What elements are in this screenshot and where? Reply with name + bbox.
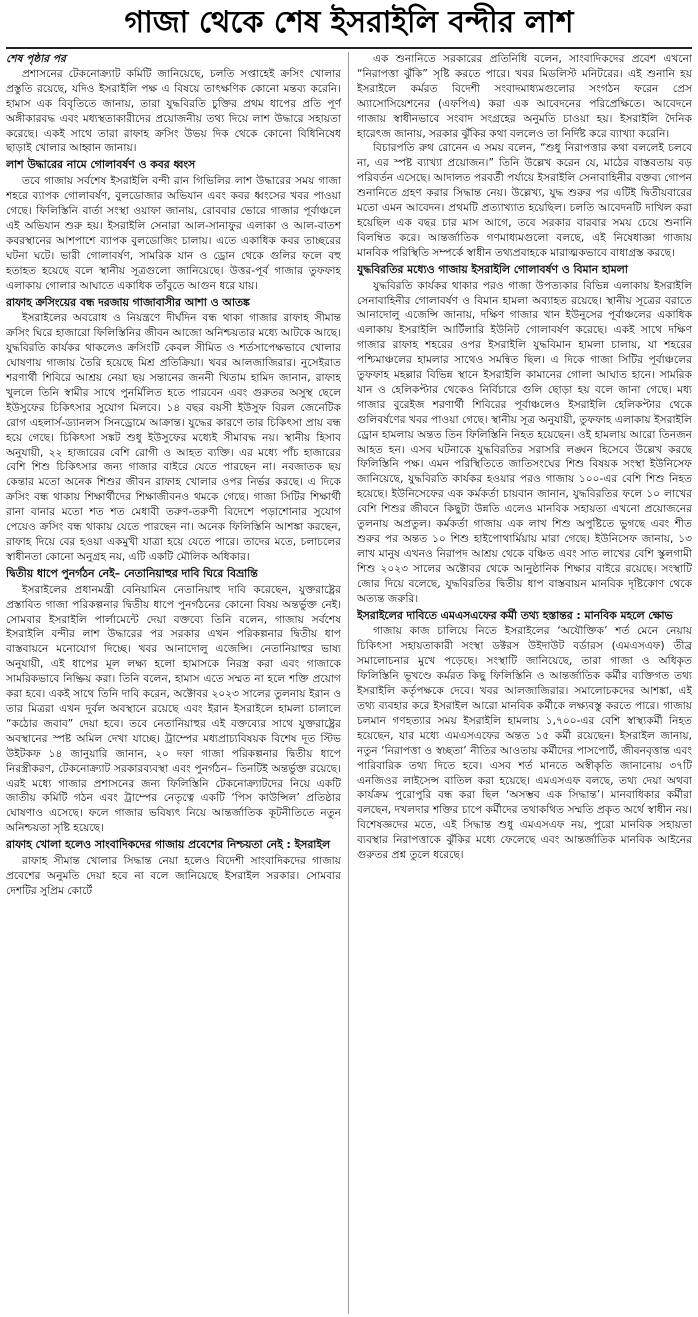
subheading-netanyahu: দ্বিতীয় ধাপে পুনর্গঠন নেই– নেতানিয়াহুর দাবি ঘিরে বিভ্রান্তি: [6, 566, 258, 580]
paragraph-judge: বিচারপতি রুথ রোনেন এ সময় বলেন, “শুধু নিরাপত্তার কথা বললেই চলবে না, এর স্পষ্ট ব্যাখ্যা প্রয়োজন।” তিনি উল্লেখ করেন যে, মাঠের বাস্তবতায় বড় পরিবর্তন এসেছে। আদালত পরবর্তী পর্যায়ে ইসরাইলি সেনাবাহিনীর বক্তব্য গোপন শুনানিতে গ্রহণ করার সিদ্ধান্ত নেয়। উল্লেখ্য, যুদ্ধ শুরুর পর এটিই দ্বিতীয়বারের মতো এমন আবেদন। প্রথমটি প্রত্যাখ্যাত হয়েছিল। চলতি আবেদনটি দাখিল করা হয়েছিল এক বছর চার মাস আগে, তবে সরকার বারবার সময় চেয়ে শুনানি বিলম্বিত করে। আন্তর্জাতিক গণমাধ্যমগুলো বলছে, এই নিষেধাজ্ঞা গাজায় মানবিক পরিস্থিতি সম্পর্কে স্বাধীন তথ্যপ্রবাহকে মারাত্মকভাবে বাধাগ্রস্ত করছে।: [357, 142, 692, 259]
paragraph-graves: তবে গাজায় সর্বশেষ ইসরাইলি বন্দী রান গিভিলির লাশ উদ্ধারের সময় গাজা শহরে ব্যাপক গোলাবর্ষণ, বুলডোজার অভিযান এবং কবর ধ্বংসের খবর পাওয়া গেছে। ফিলিস্তিনি বার্তা সংস্থা ওয়াফা জানায়, রোববার ভোরে গাজার পূর্বাঞ্চলে এই অভিযান শুরু হয়। ইসরাইলি সেনারা আল-সানাফুর এলাকা ও আল-বাতশ কবরস্থানের আশপাশে ব্যাপক বুলডোজিং চালায়। এতে একাধিক কবর তাচ্ছরের ঘটনা ঘটে। ভারী গোলাবর্ষণ, সামরিক যান ও ড্রোন থেকে গুলির ফলে বহু হতাহত হয়েছে বলে স্থানীয় সূত্রগুলো জানিয়েছে। উত্তর-পূর্ব গাজার তুফফাহ এলাকায় গোলার আঘাতে একাধিক তাঁবুতে আগুন ধরে যায়।: [6, 175, 341, 292]
subheading-msf: ইসরাইলের দাবিতে এমএসএফের কর্মী তথ্য হস্তান্তর : মানবিক মহলে ক্ষোভ: [357, 608, 673, 622]
paragraph-msf: গাজায় কাজ চালিয়ে নিতে ইসরাইলের ‘অযৌক্তিক’ শর্ত মেনে নেয়ায় চিকিৎসা সহায়তাকারী সংস্থা ডক্টরস উইদাউট বর্ডারস (এমএসএফ) তীব্র সমালোচনার মুখে পড়েছে। সংস্থাটি জানিয়েছে, তারা গাজা ও অধিকৃত ফিলিস্তিনি ভূখণ্ডে কর্মরত কিছু ফিলিস্তিনি ও আন্তর্জাতিক কর্মীর ব্যক্তিগত তথ্য ইসরাইলি কর্তৃপক্ষকে দেবে। খবর আলজাজিরার। সমালোচকদের আশঙ্কা, এই তথ্য ব্যবহার করে ইসরাইল আরো মানবিক কর্মীকে লক্ষ্যবস্তু করতে পারে। গাজায় চলমান গণহত্যার সময় ইসরাইলি হামলায় ১,৭০০-এর বেশি স্বাস্থ্যকর্মী নিহত হয়েছেন, যার মধ্যে এমএসএফের অন্তত ১৫ কর্মী রয়েছেন। ইসরাইল জানায়, নতুন ‘নিরাপত্তা ও স্বচ্ছতা’ নীতির আওতায় কর্মীদের পাসপোর্ট, জীবনবৃত্তান্ত এবং পারিবারিক তথ্য দিতে হবে। এসব শর্ত মানতে অস্বীকৃতি জানানোয় ৩৭টি এনজিওর লাইসেন্স বাতিল করা হয়েছে। এমএসএফ বলছে, তথ্য দেয়া অথবা কার্যক্রম পুরোপুরি বন্ধ করা ছিল ‘অসম্ভব এক সিদ্ধান্ত’। মানবাধিকার কর্মীরা বলছেন, দখলদার শক্তির চাপে কর্মীদের তথাকথিত সম্মতি প্রকৃত অর্থে স্বাধীন নয়। বিশেষজ্ঞদের মতে, এই সিদ্ধান্ত শুধু এমএসএফ নয়, পুরো মানবিক সহায়তা ব্যবস্থার নিরাপত্তাকে ঝুঁকির মধ্যে ফেলেছে এবং আন্তর্জাতিক মানবিক আইনের গুরুতর প্রশ্ন তুলে ধরেছে।: [357, 625, 692, 862]
subheading-ceasefire-attacks: যুদ্ধবিরতির মধ্যেও গাজায় ইসরাইলি গোলাবর্ষণ ও বিমান হামলা: [357, 262, 628, 276]
subheading-journalists: রাফাহ খোলা হলেও সাংবাদিকদের গাজায় প্রবেশের নিশ্চয়তা নেই : ইসরাইল: [6, 838, 331, 852]
left-column: [6, 52, 341, 1314]
subheading-rafah-crossing: রাফাহ ক্রসিংয়ের বন্ধ দরজায় গাজাবাসীর আশা ও আতঙ্ক: [6, 295, 250, 309]
paragraph-ceasefire-attacks: যুদ্ধবিরতি কার্যকর থাকার পরও গাজা উপত্যকার বিভিন্ন এলাকায় ইসরাইলি সেনাবাহিনীর গোলাবর্ষণ ও বিমান হামলা অব্যাহত রয়েছে। স্থানীয় সূত্রের বরাতে আনাদোলু এজেন্সি জানায়, দক্ষিণ গাজার খান ইউনুসের পূর্বাঞ্চলের একাধিক এলাকায় ইসরাইলি আর্টিলারি ইউনিট গোলাবর্ষণ করেছে। একই সাথে দক্ষিণ গাজার রাফাহ শহরের ওপর ইসরাইলি যুদ্ধবিমান হামলা চালায়, যা শহরের পশ্চিমাঞ্চলের হামলার সাথেও সমন্বিত ছিল। এ দিকে গাজা সিটির পূর্বাঞ্চলের তুফফাহ মহল্লার বিভিন্ন স্থানে ইসরাইলি কামানের গোলা আঘাত হানে। সামরিক যান ও হেলিকপ্টার থেকেও নির্বিচারে গুলি ছোড়া হয় বলে জানা গেছে। মধ্য গাজার বুরেইজ শরণার্থী শিবিরের পূর্বাঞ্চলেও ইসরাইলি হেলিকপ্টার থেকে গুলিবর্ষণের খবর পাওয়া গেছে। স্থানীয় সূত্র অনুযায়ী, তুফফাহ এলাকায় ইসরাইলি ড্রোন হামলায় অন্তত তিন ফিলিস্তিনি নিহত হয়েছেন। ওই হামলায় আরো তিনজন আহত হন। এসব ঘটনাকে যুদ্ধবিরতির সরাসরি লঙ্ঘন হিসেবে উল্লেখ করছে ফিলিস্তিনি পক্ষ। এমন পরিস্থিতিতে জাতিসংঘের শিশু বিষয়ক সংস্থা ইউনিসেফ জানিয়েছে, যুদ্ধবিরতি কার্যকর হওয়ার পরও গাজায় ১০০-এর বেশি শিশু নিহত হয়েছে। ইউনিসেফের এক কর্মকর্তা চায়বান জানান, যুদ্ধবিরতির ফলে ১০ লাখের বেশি শিশুর জীবনে কিছুটা উন্নতি এলেও মানবিক সহায়তা এখনো প্রয়োজনের তুলনায় অপ্রতুল। কর্মকর্তা গাজায় এক লাখ শিশু অপুষ্টিতে ভুগছে এবং শীত শুরুর পর অন্তত ১০ শিশু হাইপোথার্মিয়ায় মারা গেছে। ইউনিসেফ জানায়, ১৩ লাখ মানুষ এখনও নিরাপদ আশ্রয় থেকে বঞ্চিত এবং সাত লাখের বেশি স্কুলগামী শিশু ২০২৩ সালের অক্টোবর থেকে আনুষ্ঠানিক শিক্ষার বাইরে রয়েছে। সংস্থাটি জোর দিয়ে বলেছে, যুদ্ধবিরতির দ্বিতীয় ধাপ বাস্তবায়ন মানবিক দৃষ্টিকোণ থেকে অত্যন্ত জরুরি।: [357, 279, 692, 605]
column-divider: [348, 52, 349, 1314]
paragraph-hearing: এক শুনানিতে সরকারের প্রতিনিধি বলেন, সাংবাদিকদের প্রবেশ এখনো “নিরাপত্তা ঝুঁকি” সৃষ্টি করতে পারে। খবর মিডলিস্ট মনিটরের। এই শুনানি হয় ইসরাইলে কর্মরত বিদেশী সংবাদমাধ্যমগুলোর সংগঠন ফরেন প্রেস অ্যাসোসিয়েশনের (এফপিএ) করা এক আবেদনের পরিপ্রেক্ষিতে। আবেদনে গাজায় স্বাধীনভাবে সংবাদ সংগ্রহের অনুমতি চাওয়া হয়। ইসরাইলি দৈনিক হারেৎজ জানায়, সরকার ঝুঁকির কথা বললেও তা নির্দিষ্ট করে ব্যাখ্যা করেনি।: [357, 53, 692, 140]
subheading-graves: লাশ উদ্ধারের নামে গোলাবর্ষণ ও কবর ধ্বংস: [6, 158, 196, 172]
intro-paragraph: প্রশাসনের টেকনোক্র্যাট কমিটি জানিয়েছে, চলতি সপ্তাহেই ক্রসিং খোলার প্রস্তুতি রয়েছে, যদিও ইসরাইলি পক্ষ এ বিষয়ে তাৎক্ষণিক কোনো মন্তব্য করেনি। হামাস এক বিবৃতিতে জানায়, তারা যুদ্ধবিরতি চুক্তির প্রথম ধাপের প্রতি পূর্ণ অঙ্গীকারবদ্ধ এবং মধ্যস্থতাকারীদের প্রয়োজনীয় তথ্য দিয়ে লাশ উদ্ধারে সহায়তা করেছে। একই সাথে তারা রাফাহ ক্রসিং উভয় দিক থেকে কোনো বিধিনিষেধ ছাড়াই খোলার আহ্বান জানায়।: [6, 67, 341, 155]
headline-rule: [6, 47, 692, 49]
paragraph-rafah-crossing: ইসরাইলের অবরোধ ও নিয়ন্ত্রণে দীর্ঘদিন বন্ধ থাকা গাজার রাফাহ সীমান্ত ক্রসিং ঘিরে হাজারো ফিলিস্তিনির জীবন আজো অনিশ্চয়তার মধ্যে আটকে আছে। যুদ্ধবিরতি কার্যকর থাকলেও ক্রসিংটি কেবল সীমিত ও শর্তসাপেক্ষভাবে খোলার ঘোষণায় গাজায় তৈরি হয়েছে মিশ্র প্রতিক্রিয়া। খবর আলজাজিরার। নুসেইরাত শরণার্থী শিবিরে আশ্রয় নেয়া ছয় সন্তানের জননী খিতাম হামিদ জানান, রাফাহ খুললে তিনি স্বামীর সাথে পুনর্মিলিত হতে পারবেন এবং গুরুতর অসুস্থ ছেলে ইউসুফের চিকিৎসার সুযোগ মিলবে। ১৪ বছর বয়সী ইউসুফ বিরল জেনেটিক রোগ এহলার্স-ড্যানলস সিনড্রোমে আক্রান্ত। যুদ্ধের কারণে তার চিকিৎসা প্রায় বন্ধ হয়ে গেছে। চিকিৎসা সঙ্কট শুধু ইউসুফের মধ্যেই সীমাবদ্ধ নয়। স্থানীয় হিসাব অনুযায়ী, ২২ হাজারের বেশি রোগী ও আহত ব্যক্তি। এর মধ্যে পাঁচ হাজারের বেশি শিশু চিকিৎসার জন্য গাজার বাইরে যেতে পারছেন না। নবজাতক ছয় কেন্তার মতো অনেক শিশুর জীবন রাফাহ খোলার ওপর নির্ভর করছে। এ দিকে ক্রসিং বন্ধ থাকায় শিক্ষার্থীদের শিক্ষাজীবনও থমকে গেছে। গাজা সিটির শিক্ষার্থী রানা বানার মতো শত শত মেধাবী তরুণ-তরুণী বিদেশে পড়াশোনার সুযোগ পেয়েও ক্রসিং বন্ধ থাকায় যেতে পারছেন না। অনেক ফিলিস্তিনি আশঙ্কা করছেন, রাফাহ দিয়ে বের হওয়া একমুখী যাত্রা হয়ে যেতে পারে। তাদের মতে, চলাচলের স্বাধীনতা কোনো অনুগ্রহ নয়, এটি একটি মৌলিক অধিকার।: [6, 312, 341, 563]
headline: গাজা থেকে শেষ ইসরাইলি বন্দীর লাশ: [124, 5, 574, 40]
paragraph-journalists: রাফাহ সীমান্ত খোলার সিদ্ধান্ত নেয়া হলেও বিদেশী সাংবাদিকদের গাজায় প্রবেশের অনুমতি দেয়া হবে না বলে জানিয়েছে ইসরাইল সরকার। সোমবার দেশটির সুপ্রিম কোর্টে: [6, 855, 341, 897]
continued-label: শেষ পৃষ্ঠার পর: [6, 53, 66, 65]
right-column: [357, 52, 692, 1314]
paragraph-netanyahu: ইসরাইলের প্রধানমন্ত্রী বেনিয়ামিন নেতানিয়াহু দাবি করেছেন, যুক্তরাষ্ট্রের প্রস্তাবিত গাজা পরিকল্পনার দ্বিতীয় ধাপে পুনর্গঠনের কোনো বিষয় অন্তর্ভুক্ত নেই। সোমবার ইসরাইলি পার্লামেন্টে দেয়া বক্তব্যে তিনি বলেন, গাজায় সর্বশেষ ইসরাইলি বন্দীর লাশ উদ্ধারের পর সরকার এখন পরিকল্পনার দ্বিতীয় ধাপ বাস্তবায়নে মনোযোগ দিচ্ছে। খবর আনাদোলু এজেন্সি। নেতানিয়াহুর ভাষ্য অনুযায়ী, এই ধাপের মূল লক্ষ্য হলো হামাসকে নিরস্ত্র করা এবং গাজাকে সামরিকভাবে নিষ্ক্রিয় করা। তিনি বলেন, হামাস এতে সম্মত না হলে শক্তি প্রয়োগ করা হবে। একই সাথে তিনি দাবি করেন, অক্টোবর ২০২৩ সালের তুলনায় ইরান ও তার মিত্ররা এখন দুর্বল অবস্থানে রয়েছে এবং ইরান ইসরাইলে হামলা চালালে “কঠোর জবাব” দেয়া হবে। তবে নেতানিয়াহুর এই বক্তব্যের সাথে যুক্তরাষ্ট্রের অবস্থানের স্পষ্ট অমিল দেখা যাচ্ছে। ট্রাম্পের মধ্যপ্রাচ্যবিষয়ক বিশেষ দূত স্টিভ উইটকফ ১৪ জানুয়ারি জানান, ২০ দফা গাজা পরিকল্পনার দ্বিতীয় ধাপে নিরস্ত্রীকরণ, টেকনোক্র্যাট সরকারব্যবস্থা এবং পুনর্গঠন– তিনটিই অন্তর্ভুক্ত রয়েছে। এরই মধ্যে গাজার প্রশাসনের জন্য ফিলিস্তিনি টেকনোক্র্যাটদের নিয়ে একটি জাতীয় কমিটি গঠন এবং ট্রাম্পের নেতৃত্বে একটি ‘পিস কাউন্সিল’ প্রতিষ্ঠার ঘোষণাও এসেছে। ফলে গাজার ভবিষ্যৎ নিয়ে আন্তর্জাতিক কূটনীতিতে নতুন অনিশ্চয়তা সৃষ্টি হয়েছে।: [6, 583, 341, 835]
